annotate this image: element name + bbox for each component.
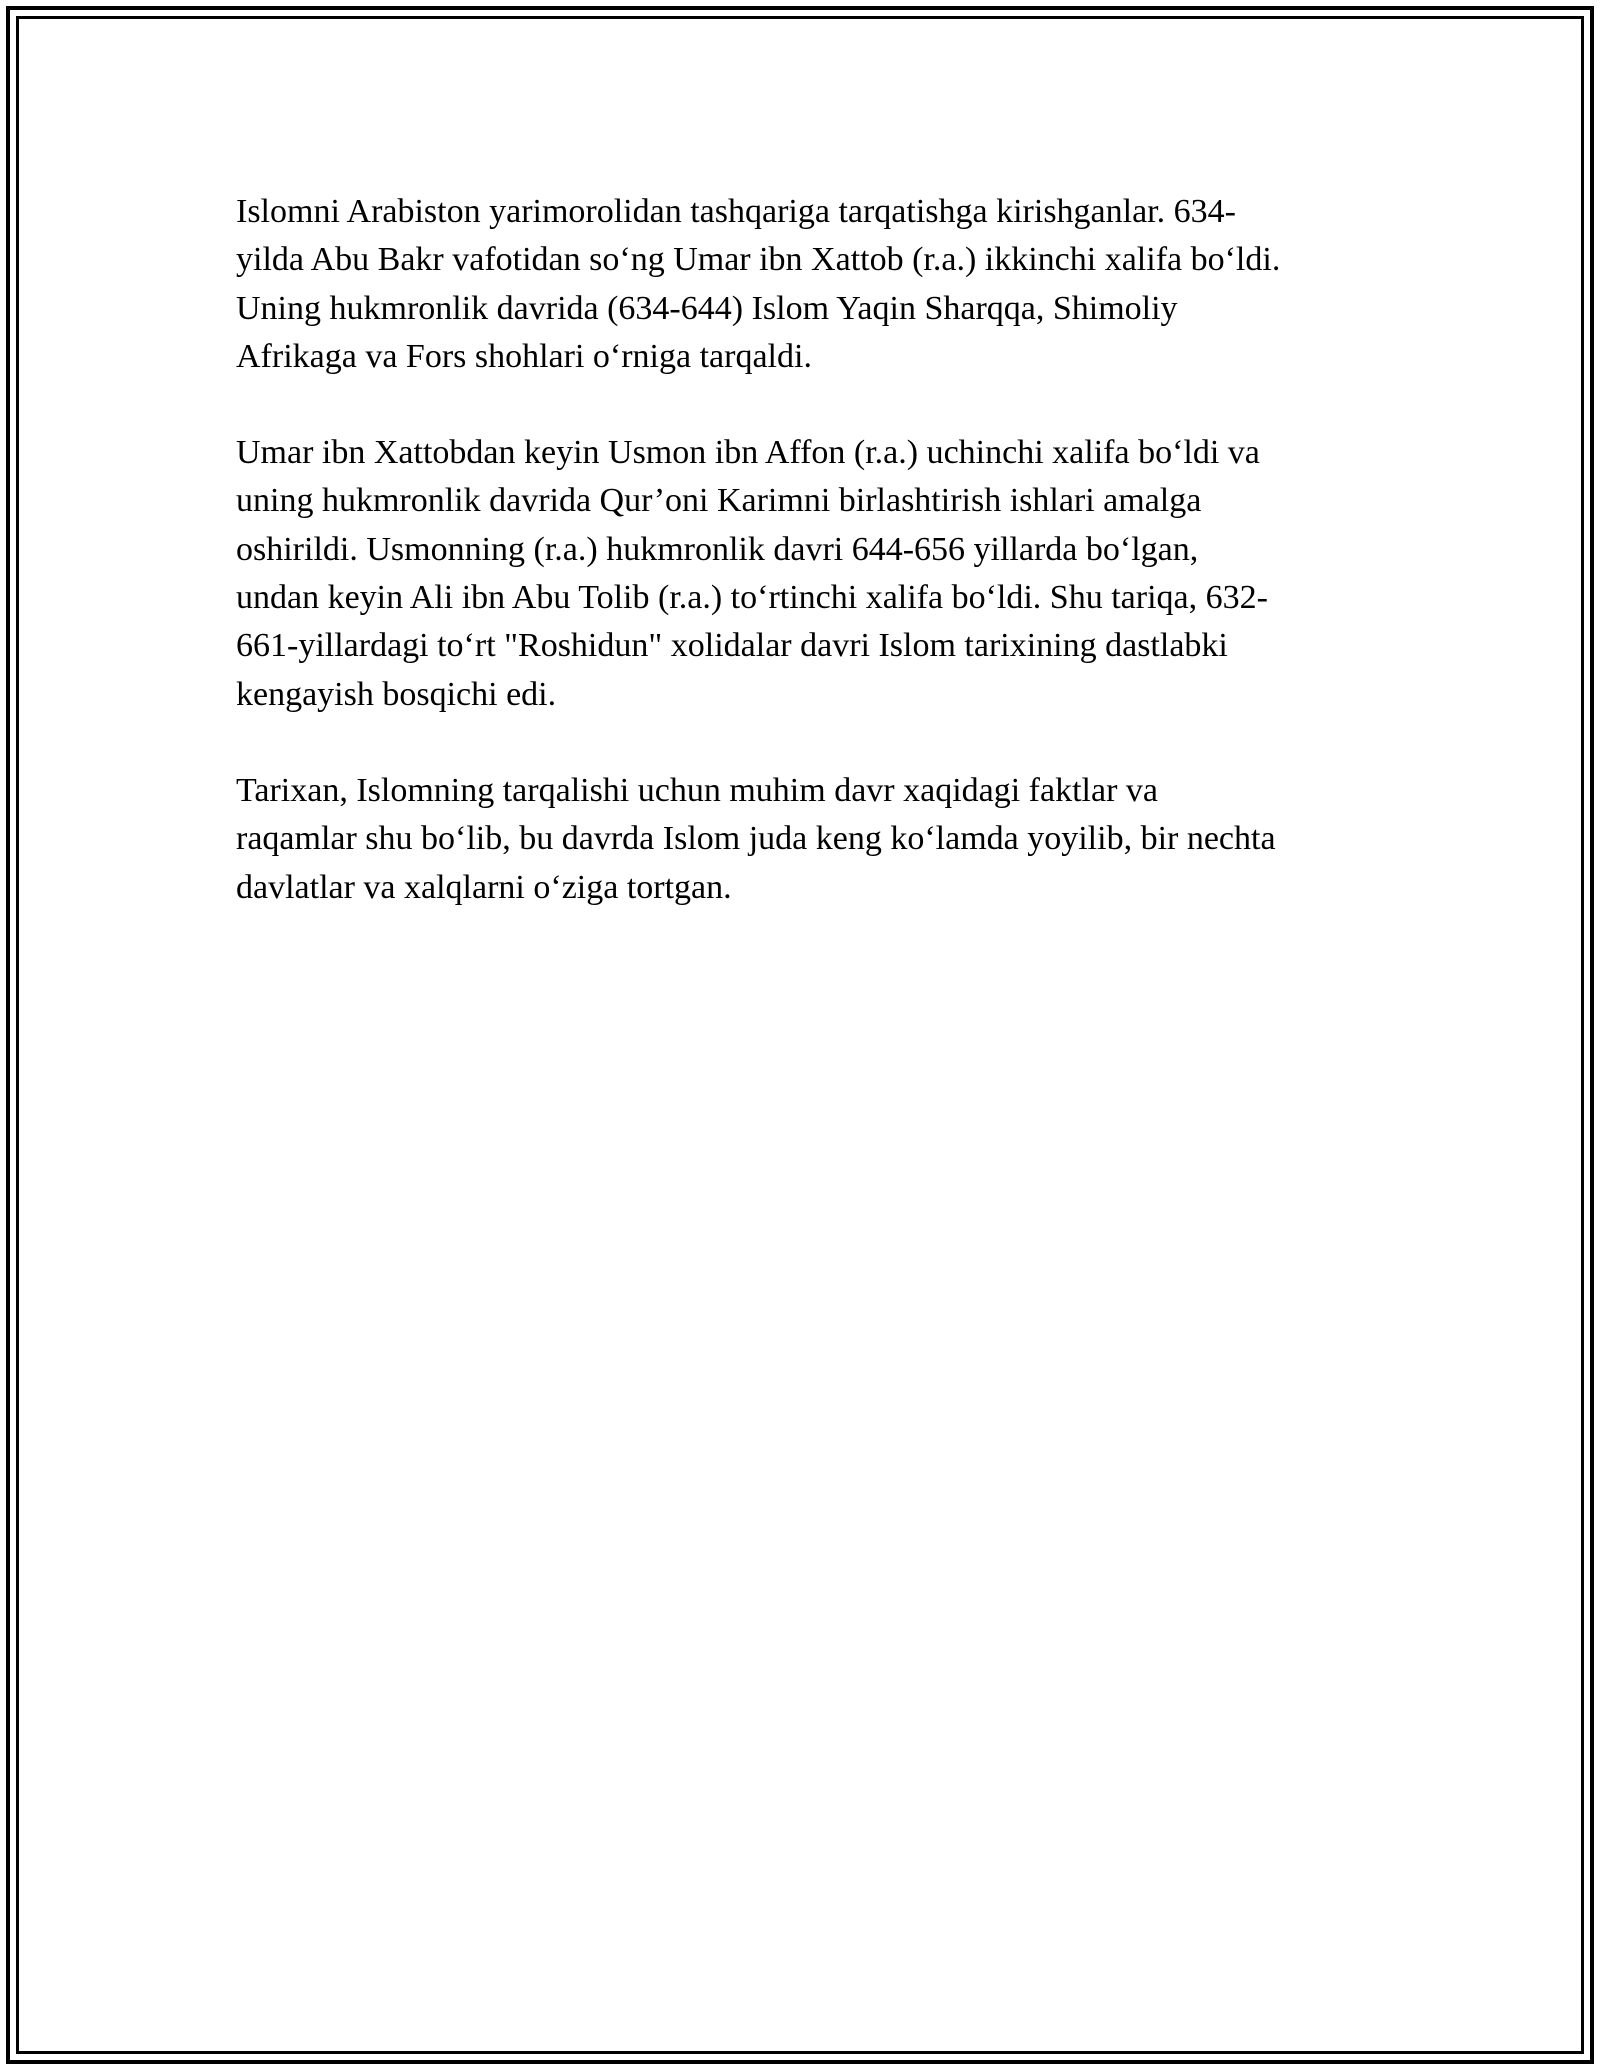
paragraph-2: Umar ibn Xattobdan keyin Usmon ibn Affon (r.a.) uchinchi xalifa bo‘ldi va uning hukmronlik davrida Qur’oni Karimni birlashtirish ishlari amalga oshirildi. Usmonning (r.a.) hukmronlik davri 644-656 yillarda bo‘lgan, undan keyin Ali ibn Abu Tolib (r.a.) to‘rtinchi xalifa bo‘ldi. Shu tariqa, 632- 661-yillardagi to‘rt "Roshidun" xolidalar davri Islom tarixining dastlabki kengayish bosqichi edi. bbox=[236, 434, 1268, 713]
document-body bbox=[236, 188, 1376, 960]
paragraph-1: Islomni Arabiston yarimorolidan tashqariga tarqatishga kirishganlar. 634- yilda Abu Bakr vafotidan so‘ng Umar ibn Xattob (r.a.) ikkinchi xalifa bo‘ldi. Uning hukmronlik davrida (634-644) Islom Yaqin Sharqqa, Shimoliy Afrikaga va Fors shohlari o‘rniga tarqaldi. bbox=[236, 193, 1281, 375]
paragraph-3: Tarixan, Islomning tarqalishi uchun muhim davr xaqidagi faktlar va raqamlar shu bo‘lib, bu davrda Islom juda keng ko‘lamda yoyilib, bir nechta davlatlar va xalqlarni o‘ziga tortgan. bbox=[236, 771, 1276, 906]
